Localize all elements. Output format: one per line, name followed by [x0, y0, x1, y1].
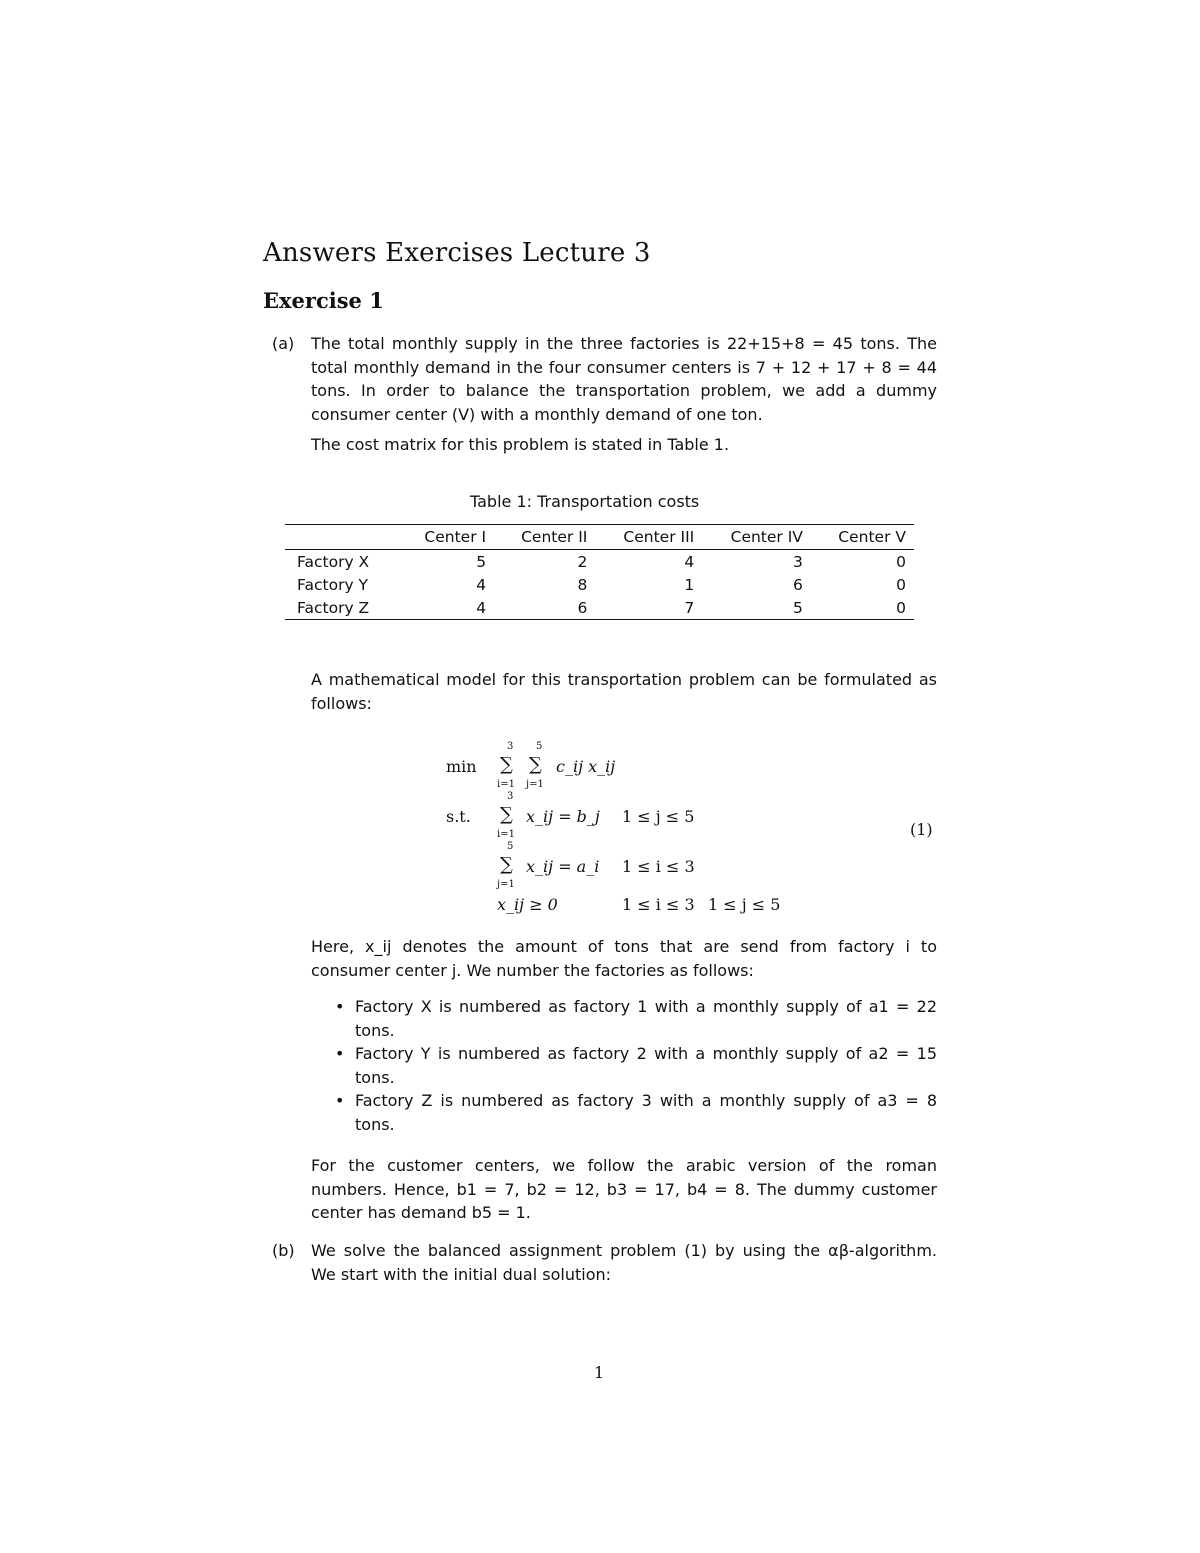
list-item: [330, 1042, 937, 1089]
constraint-1-range: 1 ≤ j ≤ 5: [622, 807, 695, 826]
sum-lower: i=1: [497, 829, 515, 840]
table-cell: 1: [684, 575, 695, 594]
table-cell: 4: [476, 598, 487, 617]
min-label: min: [446, 757, 477, 776]
page-title: Answers Exercises Lecture 3: [263, 238, 651, 268]
table-cell: 0: [896, 552, 906, 571]
sum-upper: 3: [507, 741, 514, 752]
sigma-symbol: ∑: [500, 754, 513, 775]
table-header-cell: Center I: [398, 525, 494, 550]
table-cell: 6: [793, 575, 803, 594]
sum-upper: 5: [536, 741, 543, 752]
part-a-label: (a): [272, 334, 295, 353]
table-cell: 6: [577, 598, 588, 617]
sum-upper: 3: [507, 791, 514, 802]
table-header-cell: Center III: [595, 525, 702, 550]
table-header-row: [285, 525, 914, 550]
bullet-icon: •: [335, 997, 345, 1016]
sigma-symbol: ∑: [529, 754, 542, 775]
st-label: s.t.: [446, 807, 471, 826]
table-cell: 8: [577, 575, 588, 594]
row-label: Factory Y: [297, 575, 369, 594]
factory-list: [330, 995, 937, 1136]
sum-lower: i=1: [497, 779, 515, 790]
table-cell: 0: [896, 598, 906, 617]
table-cell: 5: [476, 552, 487, 571]
table-cell: 4: [684, 552, 695, 571]
sum-lower: j=1: [526, 779, 544, 790]
part-a-para1: The total monthly supply in the three factories is 22+15+8 = 45 tons. The total monthly demand in the four consumer centers is 7 + 12 + 17 + 8 = 44 tons. In order to balance the transportation problem, we add a dummy consumer center (V) with a monthly demand of one ton.: [311, 334, 937, 424]
list-item-text: Factory Z is numbered as factory 3 with a monthly supply of a3 = 8 tons.: [355, 1091, 937, 1134]
table-cell: 3: [793, 552, 803, 571]
constraint-3-range-i: 1 ≤ i ≤ 3: [622, 895, 695, 914]
part-a-para3: A mathematical model for this transportation problem can be formulated as follows:: [311, 670, 937, 713]
table-header-cell: [285, 525, 398, 550]
part-b-para1: We solve the balanced assignment problem (1) by using the αβ-algorithm. We start with the initial dual solution:: [311, 1241, 937, 1284]
row-label: Factory Z: [297, 598, 370, 617]
constraint-3: x_ij ≥ 0: [497, 895, 558, 914]
sum-lower: j=1: [497, 879, 515, 890]
table-cell: 2: [577, 552, 588, 571]
page-number: 1: [594, 1363, 605, 1382]
sigma-symbol: ∑: [500, 854, 513, 875]
table-cell: 0: [896, 575, 906, 594]
constraint-3-range-j: 1 ≤ j ≤ 5: [708, 895, 781, 914]
constraint-2-range: 1 ≤ i ≤ 3: [622, 857, 695, 876]
table-row: [285, 550, 914, 574]
list-item: [330, 1089, 937, 1136]
bullet-icon: •: [335, 1091, 345, 1110]
list-item: [330, 995, 937, 1042]
table-cell: 7: [684, 598, 695, 617]
part-a-para4: Here, x_ij denotes the amount of tons that are send from factory i to consumer center j. We number the factories as follows:: [311, 937, 937, 980]
sum-upper: 5: [507, 841, 514, 852]
exercise-heading: Exercise 1: [263, 288, 384, 313]
table-row: [285, 596, 914, 620]
table-cell: 5: [793, 598, 803, 617]
list-item-text: Factory Y is numbered as factory 2 with a monthly supply of a2 = 15 tons.: [355, 1044, 937, 1087]
list-item-text: Factory X is numbered as factory 1 with a monthly supply of a1 = 22 tons.: [355, 997, 937, 1040]
constraint-1: x_ij = b_j: [526, 807, 600, 826]
constraint-2: x_ij = a_i: [526, 857, 600, 876]
table-caption: Table 1: Transportation costs: [470, 492, 700, 511]
cost-table: [285, 524, 914, 620]
row-label: Factory X: [297, 552, 370, 571]
sigma-symbol: ∑: [500, 804, 513, 825]
part-a-para5: For the customer centers, we follow the arabic version of the roman numbers. Hence, b1 = 7, b2 = 12, b3 = 17, b4 = 8. The dummy customer center has demand b5 = 1.: [311, 1156, 937, 1222]
equation-number: (1): [910, 820, 933, 839]
part-a-para2: The cost matrix for this problem is stated in Table 1.: [311, 435, 730, 454]
objective-term: c_ij x_ij: [556, 757, 616, 776]
table-header-cell: Center II: [494, 525, 595, 550]
table-header-cell: Center IV: [702, 525, 811, 550]
table-header-cell: Center V: [811, 525, 914, 550]
table-cell: 4: [476, 575, 487, 594]
table-row: [285, 573, 914, 596]
bullet-icon: •: [335, 1044, 345, 1063]
part-b-label: (b): [272, 1241, 295, 1260]
